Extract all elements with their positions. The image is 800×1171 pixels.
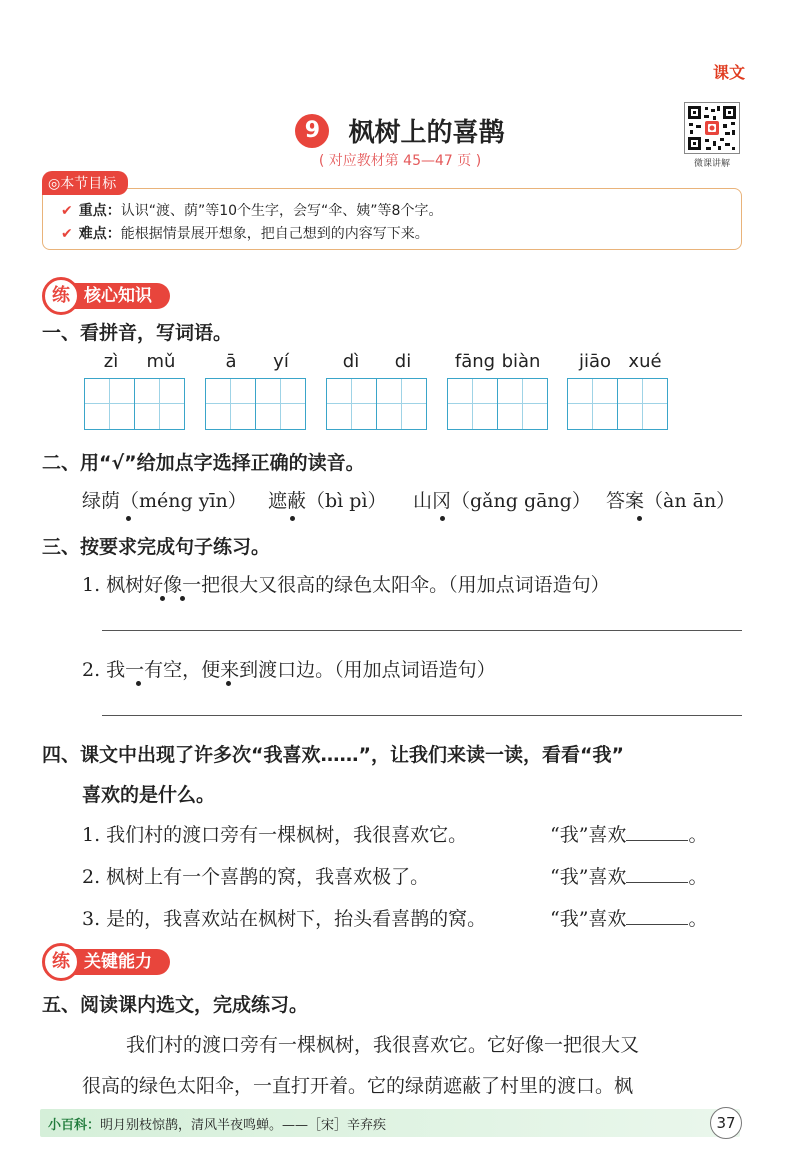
goal-text: 能根据情景展开想象，把自己想到的内容写下来。 [120,226,429,242]
pinyin: mǔ [146,351,176,372]
fill-blank[interactable] [626,822,688,841]
qr-code-block[interactable] [684,102,740,168]
goals-tag-label: 本节目标 [60,176,117,192]
q4-prompt: “我”喜欢 [550,908,627,930]
check-icon: ✔ [61,226,73,242]
goal-item-key-point [61,200,442,220]
q4-answer-slot[interactable] [550,862,707,889]
emphasis-dot [180,596,185,601]
lesson-number-badge: 9 [295,114,329,148]
practice-mark: 练 [42,277,80,315]
q4-sentence: 2. 枫树上有一个喜鹊的窝，我喜欢极了。 [82,866,430,888]
q4-sentence: 1. 我们村的渡口旁有一棵枫树，我很喜欢它。 [82,824,468,846]
fill-blank[interactable] [626,864,688,883]
goal-label: 难点： [78,226,121,242]
target-icon: ◎ [48,176,61,192]
writing-grid[interactable] [84,378,185,430]
question-4-title-line-2: 喜欢的是什么。 [82,784,216,806]
choice-options[interactable]: （gǎng gāng） [451,490,591,512]
emphasis-dot [440,516,445,521]
page-number: 37 [710,1107,742,1139]
pinyin: di [394,351,412,372]
goal-label: 重点： [78,203,121,219]
textbook-page-reference: ( 对应教材第 45—47 页 ) [318,153,482,169]
pinyin: ā [225,351,237,372]
qr-code-icon[interactable] [684,102,740,154]
question-3-title: 三、按要求完成句子练习。 [42,536,271,558]
reading-choice-3[interactable] [413,486,591,513]
pinyin: fāng [454,351,496,372]
reading-choice-4[interactable] [606,486,735,513]
q4-end-mark: 。 [688,908,708,930]
sentence-2: 2. 我一有空，便来到渡口边。（用加点词语造句） [82,659,496,681]
question-1-title: 一、看拼音，写词语。 [42,322,233,344]
fill-blank[interactable] [626,906,688,925]
q4-answer-slot[interactable] [550,904,707,931]
writing-grid[interactable] [447,378,548,430]
q4-end-mark: 。 [688,866,708,888]
pinyin: biàn [501,351,541,372]
footer-trivia [48,1114,386,1133]
footer-label: 小百科： [48,1118,101,1133]
footer-quote: 明月别枝惊鹊，清风半夜鸣蝉。——［宋］辛弃疾 [100,1118,387,1133]
badge-label: 核心知识 [64,283,170,309]
q4-answer-slot[interactable] [550,820,707,847]
question-5-title: 五、阅读课内选文，完成练习。 [42,994,309,1016]
choice-word: 遮蔽 [268,490,307,512]
choice-options[interactable]: （àn ān） [644,490,736,512]
chapter-label: 课文 [712,63,745,82]
writing-grid[interactable] [326,378,427,430]
emphasis-dot [637,516,642,521]
question-2-title: 二、用“√”给加点字选择正确的读音。 [42,452,365,474]
emphasis-dot [290,516,295,521]
passage-line-2: 很高的绿色太阳伞，一直打开着。它的绿荫遮蔽了村里的渡口。枫 [82,1075,634,1097]
choice-word: 绿荫 [82,490,121,512]
check-icon: ✔ [61,203,73,219]
emphasis-dot [126,516,131,521]
reading-choice-2[interactable] [268,486,387,513]
emphasis-dot [226,681,231,686]
pinyin: zì [103,351,119,372]
goals-tag [42,171,128,195]
choice-word: 山冈 [413,490,452,512]
q4-end-mark: 。 [688,824,708,846]
q4-prompt: “我”喜欢 [550,866,627,888]
title-row [0,112,800,149]
badge-label: 关键能力 [64,949,170,975]
sentence-1: 1. 枫树好像一把很大又很高的绿色太阳伞。（用加点词语造句） [82,574,610,596]
writing-grid[interactable] [205,378,306,430]
goal-text: 认识“渡、荫”等10个生字，会写“伞、姨”等8个字。 [120,203,443,219]
choice-options[interactable]: （bì pì） [306,490,387,512]
lesson-title: 枫树上的喜鹊 [348,118,505,148]
q4-sentence: 3. 是的，我喜欢站在枫树下，抬头看喜鹊的窝。 [82,908,487,930]
practice-mark: 练 [42,943,80,981]
writing-grid[interactable] [567,378,668,430]
question-4-title-line-1: 四、课文中出现了许多次“我喜欢……”，让我们来读一读，看看“我” [42,744,624,766]
choice-word: 答案 [606,490,645,512]
q4-prompt: “我”喜欢 [550,824,627,846]
passage-line-1: 我们村的渡口旁有一棵枫树，我很喜欢它。它好像一把很大又 [126,1034,640,1056]
answer-line[interactable] [102,630,742,631]
pinyin: yí [273,351,289,372]
choice-options[interactable]: （méng yīn） [120,490,247,512]
pinyin: dì [342,351,360,372]
answer-line[interactable] [102,715,742,716]
pinyin: xué [628,351,662,372]
emphasis-dot [136,681,141,686]
goal-item-difficulty [61,223,429,243]
emphasis-dot [160,596,165,601]
pinyin: jiāo [578,351,612,372]
reading-choice-1[interactable] [82,486,247,513]
goals-box [42,188,742,250]
qr-caption: 微课讲解 [693,159,730,169]
footer-trivia-band [40,1109,740,1137]
